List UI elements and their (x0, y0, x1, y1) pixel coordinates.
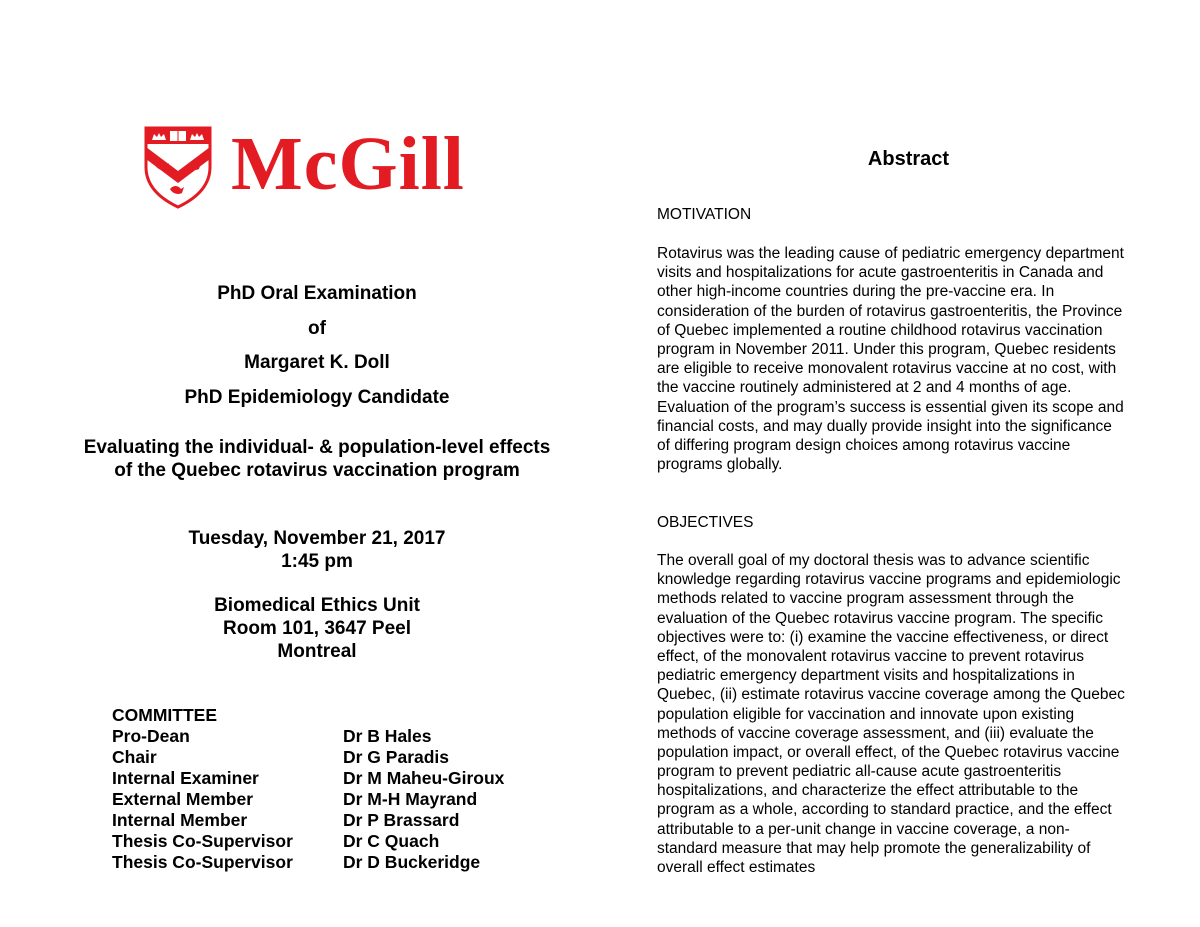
paragraph-line: population eligible for vaccination and innovate upon existing (657, 705, 1075, 723)
paragraph-line: programs globally. (657, 456, 783, 474)
paragraph-line: standard measure that may help promote the generalizability of (657, 839, 1091, 857)
mcgill-logo (143, 122, 493, 211)
exam-venue (67, 594, 567, 663)
paragraph-line: consideration of the burden of rotavirus gastroenteritis, the Province (657, 302, 1123, 320)
paragraph-line: evaluation of the Quebec rotavirus vaccine program. The specific (657, 609, 1104, 627)
paragraph-line: visits and hospitalizations for acute gastroenteritis in Canada and (657, 264, 1104, 282)
committee-row (112, 747, 532, 768)
committee-member-name: Dr D Buckeridge (343, 852, 481, 872)
committee-row (112, 810, 532, 831)
committee-member-name: Dr C Quach (343, 831, 440, 851)
paragraph-line: financial costs, and may dually provide insight into the significance (657, 417, 1112, 435)
paragraph-line: population impact, or overall effect, of the Quebec rotavirus vaccine (657, 743, 1120, 761)
exam-date: Tuesday, November 21, 2017 (188, 528, 446, 549)
committee-heading: COMMITTEE (112, 705, 217, 725)
committee-row (112, 726, 532, 747)
paragraph-line: program to prevent pediatric all-cause acute gastroenteritis (657, 763, 1062, 781)
committee-row (112, 768, 532, 789)
venue-unit: Biomedical Ethics Unit (214, 595, 420, 616)
mcgill-shield-crest-icon (143, 125, 213, 209)
committee-row (112, 831, 532, 852)
thesis-title-line: of the Quebec rotavirus vaccination program (114, 460, 520, 481)
thesis-title (67, 436, 567, 482)
paragraph-line: hospitalizations, and characterize the effect attributable to the (657, 782, 1079, 800)
committee-role: Chair (112, 747, 157, 767)
paragraph-line: effect, of the monovalent rotavirus vaccine to prevent rotavirus (657, 647, 1085, 665)
paragraph-line: attributable to a per-unit change in vaccine coverage, a non- (657, 820, 1070, 838)
thesis-title-line: Evaluating the individual- & population-level effects (83, 437, 551, 458)
mcgill-wordmark: McGill (231, 122, 465, 206)
exam-time: 1:45 pm (281, 551, 353, 572)
committee-table (112, 705, 532, 873)
paragraph-line: Rotavirus was the leading cause of pediatric emergency department (657, 245, 1124, 262)
paragraph-line: methods of vaccine coverage assessment, and (iii) evaluate the (657, 724, 1094, 742)
paragraph-line: the vaccine routinely administered at 2 and 4 months of age. (657, 379, 1072, 397)
committee-member-name: Dr M-H Mayrand (343, 789, 478, 809)
committee-row (112, 852, 532, 873)
committee-member-name: Dr B Hales (343, 726, 432, 746)
exam-of: of (308, 317, 326, 339)
candidate-name: Margaret K. Doll (244, 352, 390, 373)
exam-type: PhD Oral Examination (217, 283, 417, 304)
paragraph-line: other high-income countries during the pre-vaccine era. In (657, 283, 1055, 301)
paragraph-line: objectives were to: (i) examine the vaccine effectiveness, or direct (657, 628, 1109, 646)
paragraph-line: The overall goal of my doctoral thesis was to advance scientific (657, 552, 1090, 569)
committee-role: External Member (112, 789, 254, 809)
paragraph-line: Evaluation of the program’s success is essential given its scope and (657, 398, 1124, 416)
paragraph-line: program as a whole, according to standard practice, and the effect (657, 801, 1112, 819)
committee-role: Pro-Dean (112, 726, 190, 746)
exam-info (67, 277, 567, 415)
committee-row (112, 789, 532, 810)
paragraph-line: of Quebec implemented a routine childhood rotavirus vaccination (657, 321, 1103, 339)
objectives-heading: OBJECTIVES (657, 514, 754, 531)
candidate-title: PhD Epidemiology Candidate (184, 386, 450, 408)
committee-member-name: Dr G Paradis (343, 747, 450, 767)
venue-room: Room 101, 3647 Peel (223, 618, 411, 639)
committee-member-name: Dr M Maheu-Giroux (343, 768, 505, 788)
paragraph-line: of differing program design choices among rotavirus vaccine (657, 436, 1071, 454)
committee-member-name: Dr P Brassard (343, 810, 460, 830)
paragraph-line: program in November 2011. Under this program, Quebec residents (657, 340, 1116, 358)
paragraph-line: pediatric emergency department visits and hospitalizations in (657, 667, 1075, 685)
motivation-heading: MOTIVATION (657, 206, 752, 223)
objectives-paragraph (657, 551, 1169, 877)
abstract-heading: Abstract (867, 148, 950, 170)
paragraph-line: Quebec, (ii) estimate rotavirus vaccine coverage among the Quebec (657, 686, 1125, 704)
paragraph-line: overall effect estimates (657, 859, 816, 876)
paragraph-line: are eligible to receive monovalent rotavirus vaccine at no cost, with (657, 360, 1117, 378)
venue-city: Montreal (277, 641, 357, 662)
committee-role: Internal Examiner (112, 768, 259, 788)
paragraph-line: methods related to vaccine program assessment through the (657, 590, 1075, 608)
committee-role: Internal Member (112, 810, 248, 830)
exam-schedule (67, 527, 567, 573)
paragraph-line: knowledge regarding rotavirus vaccine programs and epidemiologic (657, 571, 1121, 589)
committee-role: Thesis Co-Supervisor (112, 852, 293, 872)
committee-role: Thesis Co-Supervisor (112, 831, 293, 851)
motivation-paragraph (657, 244, 1169, 474)
